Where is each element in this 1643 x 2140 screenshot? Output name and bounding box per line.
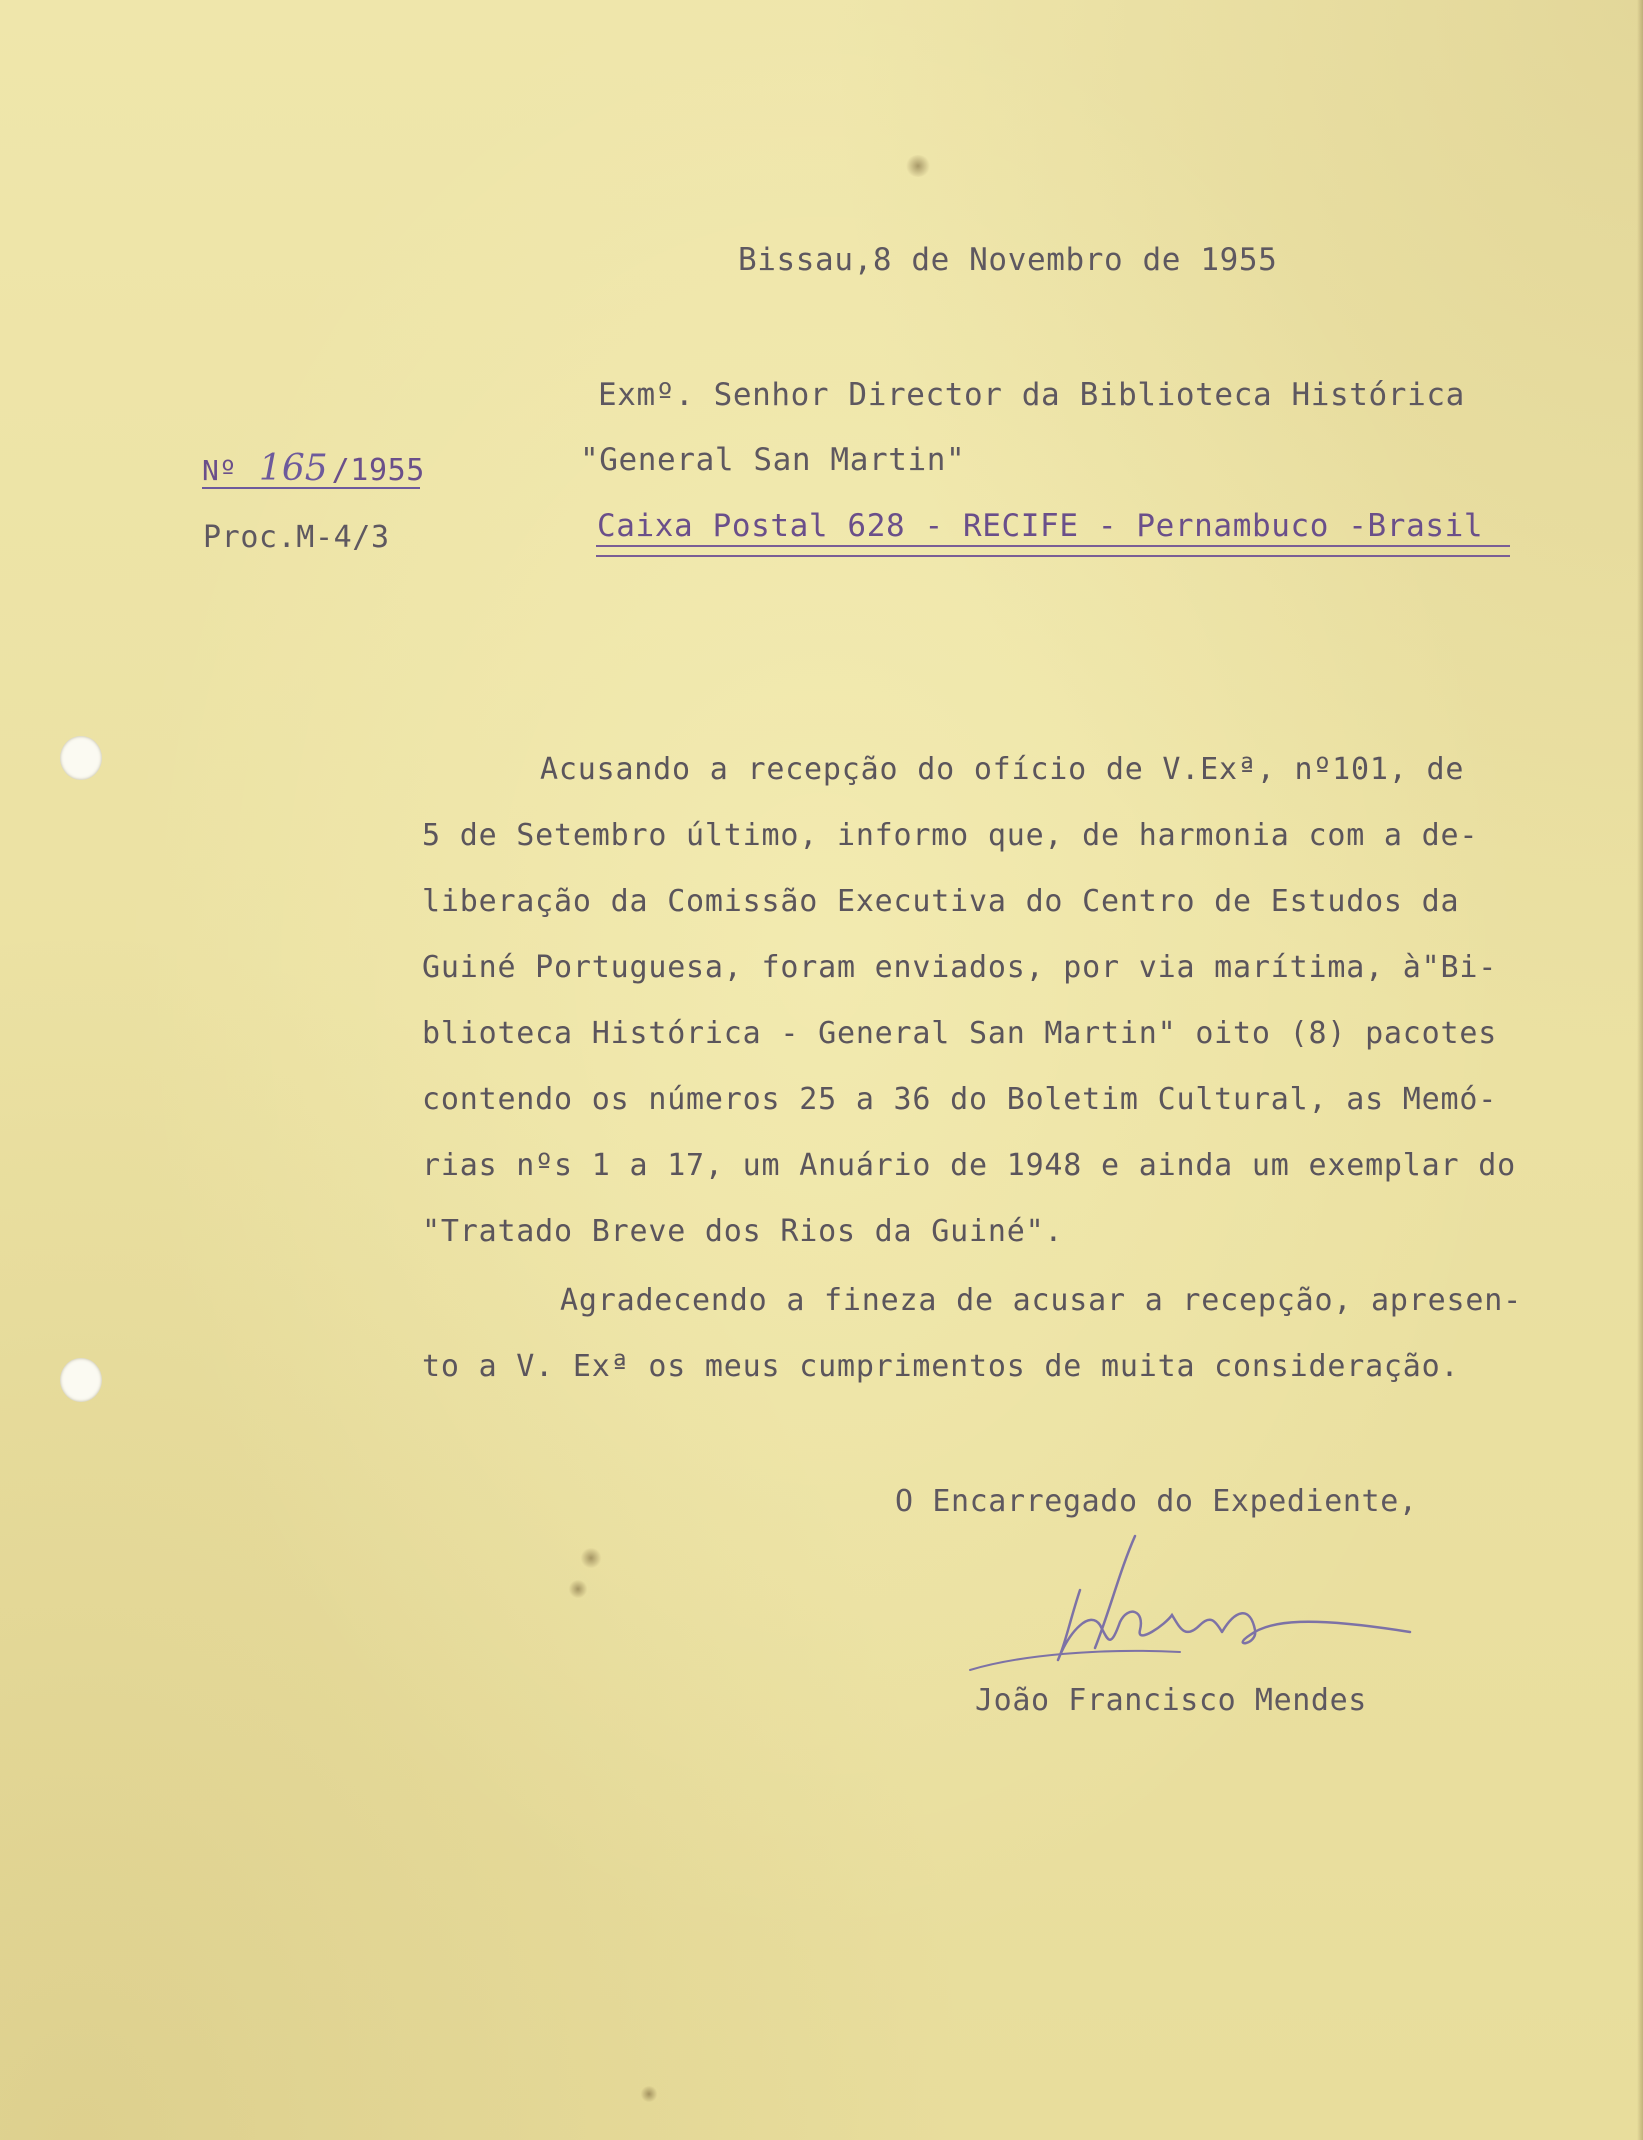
signatory-name: João Francisco Mendes xyxy=(975,1683,1367,1718)
ink-smudge xyxy=(568,1580,588,1598)
body-line: liberação da Comissão Executiva do Centro de Estudos da xyxy=(422,884,1460,919)
closing-role: O Encarregado do Expediente, xyxy=(895,1484,1418,1519)
reference-number xyxy=(202,448,425,489)
ink-smudge xyxy=(640,2086,658,2102)
body-line: "Tratado Breve dos Rios da Guiné". xyxy=(422,1214,1064,1249)
body-line: rias nºs 1 a 17, um Anuário de 1948 e ainda um exemplar do xyxy=(422,1148,1516,1183)
body-line: Acusando a recepção do ofício de V.Exª, nº101, de xyxy=(540,752,1465,787)
dateline: Bissau,8 de Novembro de 1955 xyxy=(738,242,1278,278)
reference-number-prefix: Nº xyxy=(202,454,237,487)
addressee-double-underline xyxy=(596,545,1510,557)
paper-edge-shadow xyxy=(1637,0,1643,2140)
addressee-line-3: Caixa Postal 628 - RECIFE - Pernambuco -Brasil xyxy=(597,508,1484,544)
body-line: to a V. Exª os meus cumprimentos de muita consideração. xyxy=(422,1349,1460,1384)
ink-smudge xyxy=(580,1548,602,1568)
signature xyxy=(960,1530,1420,1690)
body-line: blioteca Histórica - General San Martin" oito (8) pacotes xyxy=(422,1016,1498,1051)
punch-hole-top xyxy=(60,736,102,780)
addressee-line-2: "General San Martin" xyxy=(580,442,966,478)
ink-smudge xyxy=(905,155,931,177)
body-line: Agradecendo a fineza de acusar a recepção, apresen- xyxy=(560,1283,1522,1318)
body-line: contendo os números 25 a 36 do Boletim Cultural, as Memó- xyxy=(422,1082,1498,1117)
reference-number-year: /1955 xyxy=(331,453,425,488)
process-number: Proc.M-4/3 xyxy=(203,520,390,555)
reference-number-underline xyxy=(202,487,420,489)
reference-number-handwritten: 165 xyxy=(258,448,328,489)
body-line: Guiné Portuguesa, foram enviados, por via marítima, à"Bi- xyxy=(422,950,1498,985)
addressee-line-1: Exmº. Senhor Director da Biblioteca Histórica xyxy=(598,377,1465,413)
punch-hole-bottom xyxy=(60,1358,102,1402)
body-line: 5 de Setembro último, informo que, de harmonia com a de- xyxy=(422,818,1479,853)
